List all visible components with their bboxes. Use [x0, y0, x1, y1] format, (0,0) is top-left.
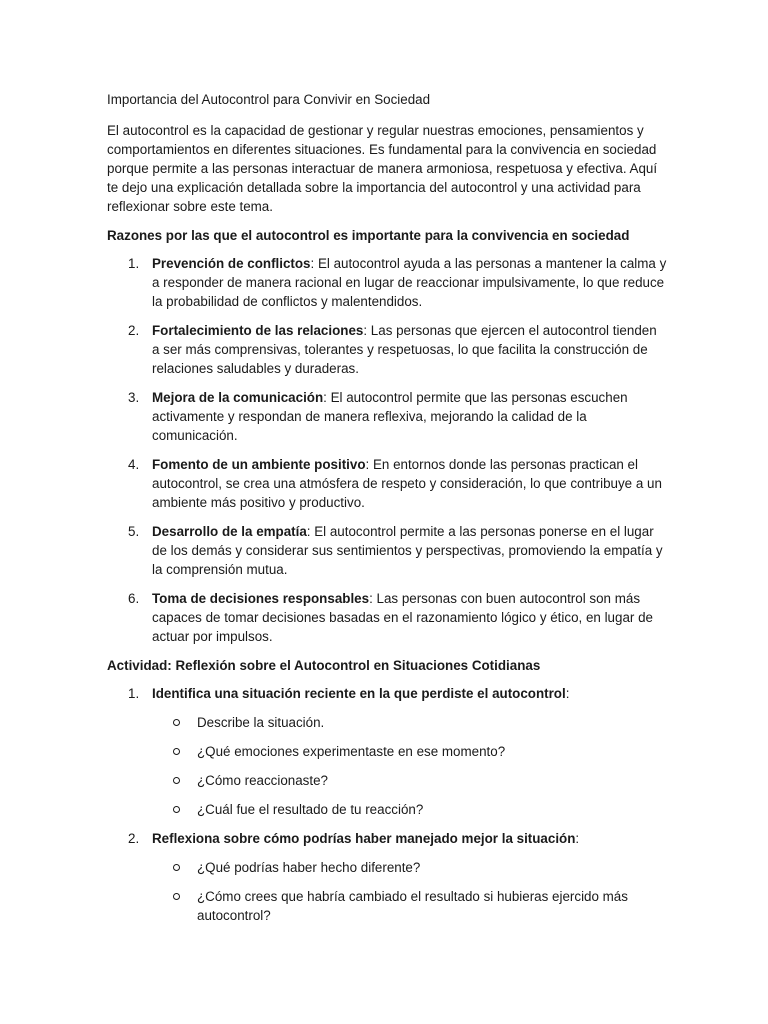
reason-text: : En entornos donde las personas practican el autocontrol, se crea una atmósfera de respeto y consideración, lo que contribuye a un ambiente más positivo y productivo. — [152, 457, 662, 510]
reason-item — [107, 455, 667, 512]
question-text: ¿Cómo reaccionaste? — [197, 773, 328, 788]
reason-text: : Las personas con buen autocontrol son más capaces de tomar decisiones basadas en el razonamiento lógico y ético, en lugar de actuar por impulsos. — [152, 591, 653, 644]
question-list — [152, 858, 667, 925]
question-text: ¿Cuál fue el resultado de tu reacción? — [197, 802, 424, 817]
reason-number: 3. — [128, 390, 140, 405]
circle-bullet-icon — [173, 864, 180, 871]
reason-item — [107, 388, 667, 445]
circle-bullet-icon — [173, 719, 180, 726]
question-item — [152, 887, 667, 925]
reason-number: 6. — [128, 591, 140, 606]
reasons-heading: Razones por las que el autocontrol es importante para la convivencia en sociedad — [107, 228, 630, 243]
reason-term: Fomento de un ambiente positivo — [152, 457, 366, 472]
reason-text: : Las personas que ejercen el autocontrol tienden a ser más comprensivas, tolerantes y respetuosas, lo que facilita la construcción de relaciones saludables y duraderas. — [152, 323, 657, 376]
circle-bullet-icon — [173, 748, 180, 755]
reason-item — [107, 321, 667, 378]
document-title: Importancia del Autocontrol para Convivir en Sociedad — [107, 92, 431, 107]
question-text: Describe la situación. — [197, 715, 325, 730]
reason-number: 5. — [128, 524, 140, 539]
reason-term: Fortalecimiento de las relaciones — [152, 323, 364, 338]
question-item — [152, 713, 667, 732]
reason-term: Prevención de conflictos — [152, 256, 311, 271]
activity-title: Identifica una situación reciente en la que perdiste el autocontrol — [152, 686, 566, 701]
reason-text: : El autocontrol ayuda a las personas a mantener la calma y a responder de manera racional en lugar de reaccionar impulsivamente, lo que reduce la probabilidad de conflictos y malentendidos. — [152, 256, 667, 309]
question-text: ¿Qué podrías haber hecho diferente? — [197, 860, 421, 875]
reason-item — [107, 589, 667, 646]
reason-number: 2. — [128, 323, 140, 338]
question-item — [152, 800, 667, 819]
circle-bullet-icon — [173, 893, 180, 900]
reason-item — [107, 254, 667, 311]
activity-suffix: : — [575, 831, 580, 846]
question-item — [152, 742, 667, 761]
reason-number: 1. — [128, 256, 140, 271]
reason-term: Toma de decisiones responsables — [152, 591, 370, 606]
reasons-list — [107, 254, 667, 646]
activity-title: Reflexiona sobre cómo podrías haber manejado mejor la situación — [152, 831, 576, 846]
question-item — [152, 771, 667, 790]
activity-item — [107, 829, 667, 925]
activity-number: 2. — [128, 831, 140, 846]
activity-item — [107, 684, 667, 819]
question-item — [152, 858, 667, 877]
reason-text: : El autocontrol permite a las personas ponerse en el lugar de los demás y considerar sus sentimientos y perspectivas, promoviendo la empatía y la comprensión mutua. — [152, 524, 663, 577]
reason-number: 4. — [128, 457, 140, 472]
question-text: ¿Qué emociones experimentaste en ese momento? — [197, 744, 506, 759]
circle-bullet-icon — [173, 806, 180, 813]
reason-term: Desarrollo de la empatía — [152, 524, 307, 539]
activity-suffix: : — [565, 686, 570, 701]
question-list — [152, 713, 667, 819]
activity-list — [107, 684, 667, 925]
question-text: ¿Cómo crees que habría cambiado el resultado si hubieras ejercido más autocontrol? — [197, 889, 628, 923]
activity-heading: Actividad: Reflexión sobre el Autocontrol en Situaciones Cotidianas — [107, 658, 541, 673]
circle-bullet-icon — [173, 777, 180, 784]
reason-text: : El autocontrol permite que las personas escuchen activamente y respondan de manera reflexiva, mejorando la calidad de la comunicación. — [152, 390, 628, 443]
reason-item — [107, 522, 667, 579]
intro-paragraph: El autocontrol es la capacidad de gestionar y regular nuestras emociones, pensamientos y comportamientos en diferentes situaciones. Es fundamental para la convivencia en sociedad porque permite a las personas interactuar de manera armoniosa, respetuosa y efectiva. Aquí te dejo una explicación detallada sobre la importancia del autocontrol y una actividad para reflexionar sobre este tema. — [107, 123, 658, 214]
activity-number: 1. — [128, 686, 140, 701]
document-body — [107, 90, 667, 935]
reason-term: Mejora de la comunicación — [152, 390, 324, 405]
